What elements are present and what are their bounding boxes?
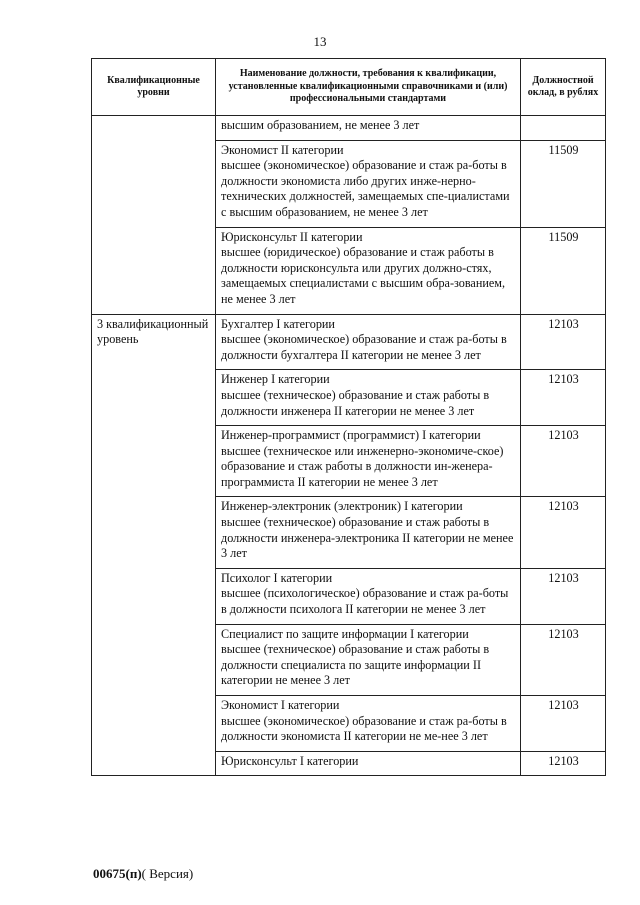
position-cell — [216, 568, 521, 624]
position-cell — [216, 227, 521, 314]
position-cell — [216, 116, 521, 141]
position-title: Инженер I категории — [221, 372, 330, 387]
table-row — [92, 497, 606, 568]
position-requirements: высшим образованием, не менее 3 лет — [221, 118, 420, 132]
salary-cell — [521, 116, 606, 141]
level-cell: 3 квалификационный уровень — [92, 314, 216, 370]
level-cell — [92, 227, 216, 314]
position-requirements: высшее (техническое) образование и стаж работы в должности инженера-электроника II категории не менее 3 лет — [221, 515, 514, 561]
position-title: Инженер-электроник (электроник) I категории — [221, 499, 463, 514]
salary-cell: 11509 — [521, 227, 606, 314]
position-requirements: высшее (юридическое) образование и стаж работы в должности юрисконсульта или других должно-стях, замещаемых специалистами с высшим обра-зованием, не менее 3 лет — [221, 245, 506, 306]
salary-cell: 12103 — [521, 568, 606, 624]
position-requirements: высшее (экономическое) образование и стаж ра-боты в должности экономиста либо других инже-нерно-технических должностей, замещаемых спе-циалистами с высшим образованием, не менее 3 лет — [221, 158, 510, 219]
header-position: Наименование должности, требования к квалификации, установленные квалификационными справочниками и (или) профессиональными стандартами — [216, 59, 521, 116]
level-cell — [92, 370, 216, 426]
salary-cell: 11509 — [521, 140, 606, 227]
level-cell — [92, 696, 216, 752]
table-row — [92, 370, 606, 426]
table-row — [92, 568, 606, 624]
position-cell — [216, 497, 521, 568]
document-code: 00675(п) — [93, 866, 142, 881]
salary-cell: 12103 — [521, 751, 606, 776]
position-requirements: высшее (техническое или инженерно-экономиче-ское) образование и стаж работы в должности ин-женера-программиста II категории не менее 3 лет — [221, 443, 504, 489]
level-cell — [92, 426, 216, 497]
table-row — [92, 751, 606, 776]
header-salary: Должностной оклад, в рублях — [521, 59, 606, 116]
position-title: Психолог I категории — [221, 570, 333, 585]
table-body — [92, 116, 606, 776]
qualification-table — [91, 58, 606, 776]
position-requirements: высшее (техническое) образование и стаж работы в должности специалиста по защите информации II категории не менее 3 лет — [221, 642, 490, 688]
salary-cell: 12103 — [521, 370, 606, 426]
position-cell — [216, 314, 521, 370]
table-row — [92, 426, 606, 497]
salary-cell: 12103 — [521, 624, 606, 695]
salary-cell: 12103 — [521, 426, 606, 497]
position-requirements: высшее (психологическое) образование и стаж ра-боты в должности психолога II категории не менее 3 лет — [221, 586, 509, 617]
position-cell — [216, 140, 521, 227]
position-cell — [216, 370, 521, 426]
level-cell — [92, 624, 216, 695]
position-title: Юрисконсульт II категории — [221, 229, 363, 244]
page-number: 13 — [313, 34, 327, 49]
salary-cell: 12103 — [521, 696, 606, 752]
position-title: Юрисконсульт I категории — [221, 753, 359, 768]
table-row — [92, 227, 606, 314]
footer — [93, 866, 193, 882]
level-cell — [92, 140, 216, 227]
position-cell — [216, 696, 521, 752]
salary-cell: 12103 — [521, 497, 606, 568]
position-cell — [216, 624, 521, 695]
level-cell — [92, 751, 216, 776]
salary-cell: 12103 — [521, 314, 606, 370]
table-row — [92, 140, 606, 227]
position-requirements: высшее (экономическое) образование и стаж ра-боты в должности бухгалтера II категории не менее 3 лет — [221, 332, 507, 362]
position-title: Специалист по защите информации I категории — [221, 626, 469, 641]
table-row — [92, 624, 606, 695]
level-cell — [92, 116, 216, 141]
table-header-row — [92, 59, 606, 116]
position-cell — [216, 751, 521, 776]
table-row — [92, 314, 606, 370]
level-cell — [92, 497, 216, 568]
position-title: Инженер-программист (программист) I категории — [221, 428, 481, 443]
position-title: Экономист I категории — [221, 698, 340, 712]
level-cell — [92, 568, 216, 624]
position-cell — [216, 426, 521, 497]
position-requirements: высшее (экономическое) образование и стаж ра-боты в должности экономиста II категории не ме-нее 3 лет — [221, 713, 507, 744]
position-title: Экономист II категории — [221, 142, 344, 157]
position-title: Бухгалтер I категории — [221, 316, 335, 331]
position-requirements: высшее (техническое) образование и стаж работы в должности инженера II категории не менее 3 лет — [221, 387, 490, 418]
header-levels: Квалификационные уровни — [92, 59, 216, 116]
document-version: ( Версия) — [141, 866, 194, 881]
table-row — [92, 116, 606, 141]
table-row — [92, 696, 606, 752]
